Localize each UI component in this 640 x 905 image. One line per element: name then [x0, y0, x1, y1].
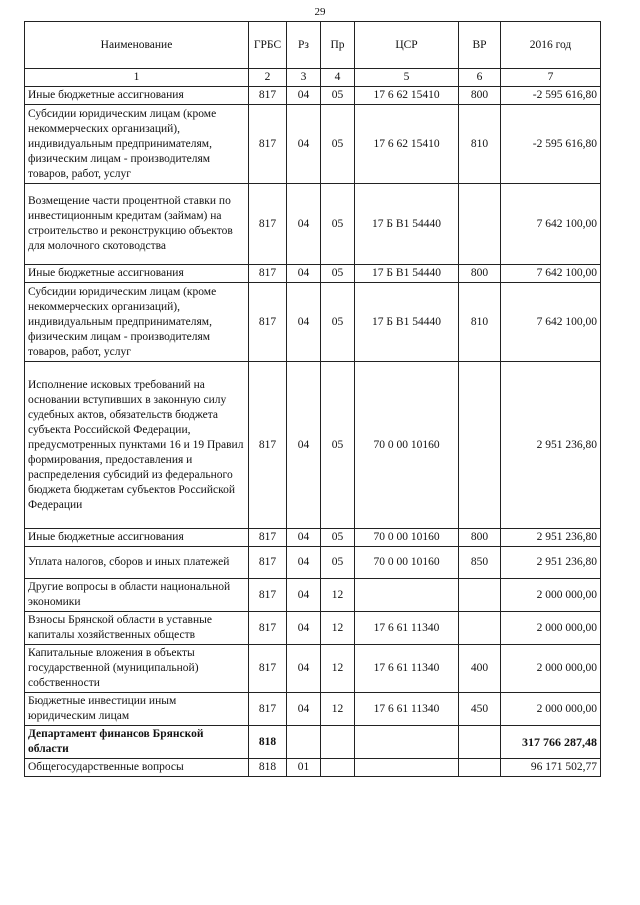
- header-csr: ЦСР: [355, 22, 459, 69]
- cell-name: Департамент финансов Брянской области: [25, 726, 249, 759]
- column-number: 5: [355, 69, 459, 87]
- cell-csr: 70 0 00 10160: [355, 547, 459, 579]
- cell-csr: 70 0 00 10160: [355, 529, 459, 547]
- cell-grbs: 817: [249, 184, 287, 265]
- table-row: [25, 283, 601, 362]
- cell-sum: 2 000 000,00: [501, 579, 601, 612]
- cell-sum: 96 171 502,77: [501, 759, 601, 777]
- cell-rz: [287, 726, 321, 759]
- cell-sum: 7 642 100,00: [501, 265, 601, 283]
- header-year: 2016 год: [501, 22, 601, 69]
- cell-rz: 04: [287, 265, 321, 283]
- cell-pr: 05: [321, 184, 355, 265]
- column-number: 6: [459, 69, 501, 87]
- cell-rz: 04: [287, 645, 321, 693]
- cell-pr: 12: [321, 612, 355, 645]
- table-row: [25, 645, 601, 693]
- cell-csr: 17 Б В1 54440: [355, 283, 459, 362]
- cell-rz: 04: [287, 612, 321, 645]
- cell-csr: [355, 726, 459, 759]
- cell-sum: 2 000 000,00: [501, 693, 601, 726]
- cell-grbs: 817: [249, 283, 287, 362]
- cell-grbs: 817: [249, 693, 287, 726]
- cell-pr: [321, 759, 355, 777]
- table-row: [25, 759, 601, 777]
- cell-name: Субсидии юридическим лицам (кроме некоммерческих организаций), индивидуальным предпринимателям, физическим лицам - производителям товаров, работ, услуг: [25, 105, 249, 184]
- cell-csr: 17 6 61 11340: [355, 612, 459, 645]
- table-row: [25, 579, 601, 612]
- cell-sum: -2 595 616,80: [501, 105, 601, 184]
- column-number-row: [25, 69, 601, 87]
- column-number: 7: [501, 69, 601, 87]
- cell-grbs: 817: [249, 105, 287, 184]
- cell-vr: [459, 612, 501, 645]
- page-number: 29: [314, 6, 326, 18]
- cell-grbs: 817: [249, 362, 287, 529]
- table-row: [25, 105, 601, 184]
- cell-pr: 05: [321, 547, 355, 579]
- cell-sum: 2 000 000,00: [501, 612, 601, 645]
- cell-pr: 05: [321, 265, 355, 283]
- cell-rz: 04: [287, 283, 321, 362]
- table-body: [25, 87, 601, 777]
- cell-name: Возмещение части процентной ставки по инвестиционным кредитам (займам) на строительство и реконструкцию объектов для молочного скотоводства: [25, 184, 249, 265]
- table-row: [25, 726, 601, 759]
- column-number: 4: [321, 69, 355, 87]
- table-row: [25, 547, 601, 579]
- cell-rz: 04: [287, 184, 321, 265]
- cell-vr: 800: [459, 265, 501, 283]
- cell-vr: 810: [459, 105, 501, 184]
- cell-sum: 2 951 236,80: [501, 529, 601, 547]
- cell-rz: 04: [287, 693, 321, 726]
- table-row: [25, 265, 601, 283]
- header-name: Наименование: [25, 22, 249, 69]
- cell-grbs: 817: [249, 265, 287, 283]
- cell-name: Капитальные вложения в объекты государственной (муниципальной) собственности: [25, 645, 249, 693]
- cell-vr: 850: [459, 547, 501, 579]
- cell-pr: 05: [321, 283, 355, 362]
- cell-pr: 12: [321, 645, 355, 693]
- cell-rz: 04: [287, 362, 321, 529]
- header-grbs: ГРБС: [249, 22, 287, 69]
- cell-sum: 7 642 100,00: [501, 184, 601, 265]
- cell-pr: 12: [321, 579, 355, 612]
- cell-grbs: 817: [249, 579, 287, 612]
- cell-vr: [459, 362, 501, 529]
- cell-grbs: 817: [249, 612, 287, 645]
- cell-name: Взносы Брянской области в уставные капиталы хозяйственных обществ: [25, 612, 249, 645]
- cell-sum: 2 951 236,80: [501, 547, 601, 579]
- cell-pr: [321, 726, 355, 759]
- cell-pr: 12: [321, 693, 355, 726]
- cell-vr: 810: [459, 283, 501, 362]
- cell-vr: [459, 579, 501, 612]
- cell-rz: 04: [287, 105, 321, 184]
- cell-sum: 317 766 287,48: [501, 726, 601, 759]
- cell-vr: 400: [459, 645, 501, 693]
- column-number: 1: [25, 69, 249, 87]
- cell-sum: 2 000 000,00: [501, 645, 601, 693]
- cell-rz: 01: [287, 759, 321, 777]
- budget-table: [24, 21, 601, 777]
- cell-csr: 17 Б В1 54440: [355, 265, 459, 283]
- cell-pr: 05: [321, 105, 355, 184]
- cell-csr: 17 6 61 11340: [355, 693, 459, 726]
- cell-vr: 800: [459, 87, 501, 105]
- cell-name: Бюджетные инвестиции иным юридическим лицам: [25, 693, 249, 726]
- cell-pr: 05: [321, 529, 355, 547]
- cell-csr: 17 6 61 11340: [355, 645, 459, 693]
- cell-name: Иные бюджетные ассигнования: [25, 87, 249, 105]
- cell-csr: [355, 759, 459, 777]
- cell-grbs: 817: [249, 547, 287, 579]
- cell-name: Исполнение исковых требований на основании вступивших в законную силу судебных актов, обязательств бюджета субъекта Российской Федерации, предусмотренных пунктами 16 и 19 Правил формирования, предоставления и распределения субсидий из федерального бюджета бюджетам субъектов Российской Федерации: [25, 362, 249, 529]
- header-vr: ВР: [459, 22, 501, 69]
- cell-vr: [459, 726, 501, 759]
- cell-pr: 05: [321, 87, 355, 105]
- cell-sum: 7 642 100,00: [501, 283, 601, 362]
- cell-grbs: 818: [249, 759, 287, 777]
- cell-grbs: 817: [249, 529, 287, 547]
- cell-pr: 05: [321, 362, 355, 529]
- cell-rz: 04: [287, 529, 321, 547]
- cell-csr: 17 6 62 15410: [355, 87, 459, 105]
- cell-name: Иные бюджетные ассигнования: [25, 529, 249, 547]
- cell-name: Общегосударственные вопросы: [25, 759, 249, 777]
- table-row: [25, 184, 601, 265]
- cell-vr: 800: [459, 529, 501, 547]
- cell-name: Другие вопросы в области национальной экономики: [25, 579, 249, 612]
- cell-rz: 04: [287, 579, 321, 612]
- cell-name: Уплата налогов, сборов и иных платежей: [25, 547, 249, 579]
- cell-csr: 17 6 62 15410: [355, 105, 459, 184]
- header-rz: Рз: [287, 22, 321, 69]
- cell-csr: 17 Б В1 54440: [355, 184, 459, 265]
- cell-name: Субсидии юридическим лицам (кроме некоммерческих организаций), индивидуальным предпринимателям, физическим лицам - производителям товаров, работ, услуг: [25, 283, 249, 362]
- table-row: [25, 612, 601, 645]
- cell-rz: 04: [287, 87, 321, 105]
- cell-rz: 04: [287, 547, 321, 579]
- table-row: [25, 362, 601, 529]
- cell-sum: -2 595 616,80: [501, 87, 601, 105]
- cell-vr: [459, 184, 501, 265]
- cell-grbs: 817: [249, 645, 287, 693]
- cell-grbs: 818: [249, 726, 287, 759]
- table-row: [25, 87, 601, 105]
- column-number: 3: [287, 69, 321, 87]
- header-row: [25, 22, 601, 69]
- table-row: [25, 693, 601, 726]
- cell-sum: 2 951 236,80: [501, 362, 601, 529]
- cell-csr: [355, 579, 459, 612]
- cell-vr: [459, 759, 501, 777]
- header-pr: Пр: [321, 22, 355, 69]
- cell-vr: 450: [459, 693, 501, 726]
- table-row: [25, 529, 601, 547]
- column-number: 2: [249, 69, 287, 87]
- cell-name: Иные бюджетные ассигнования: [25, 265, 249, 283]
- cell-grbs: 817: [249, 87, 287, 105]
- cell-csr: 70 0 00 10160: [355, 362, 459, 529]
